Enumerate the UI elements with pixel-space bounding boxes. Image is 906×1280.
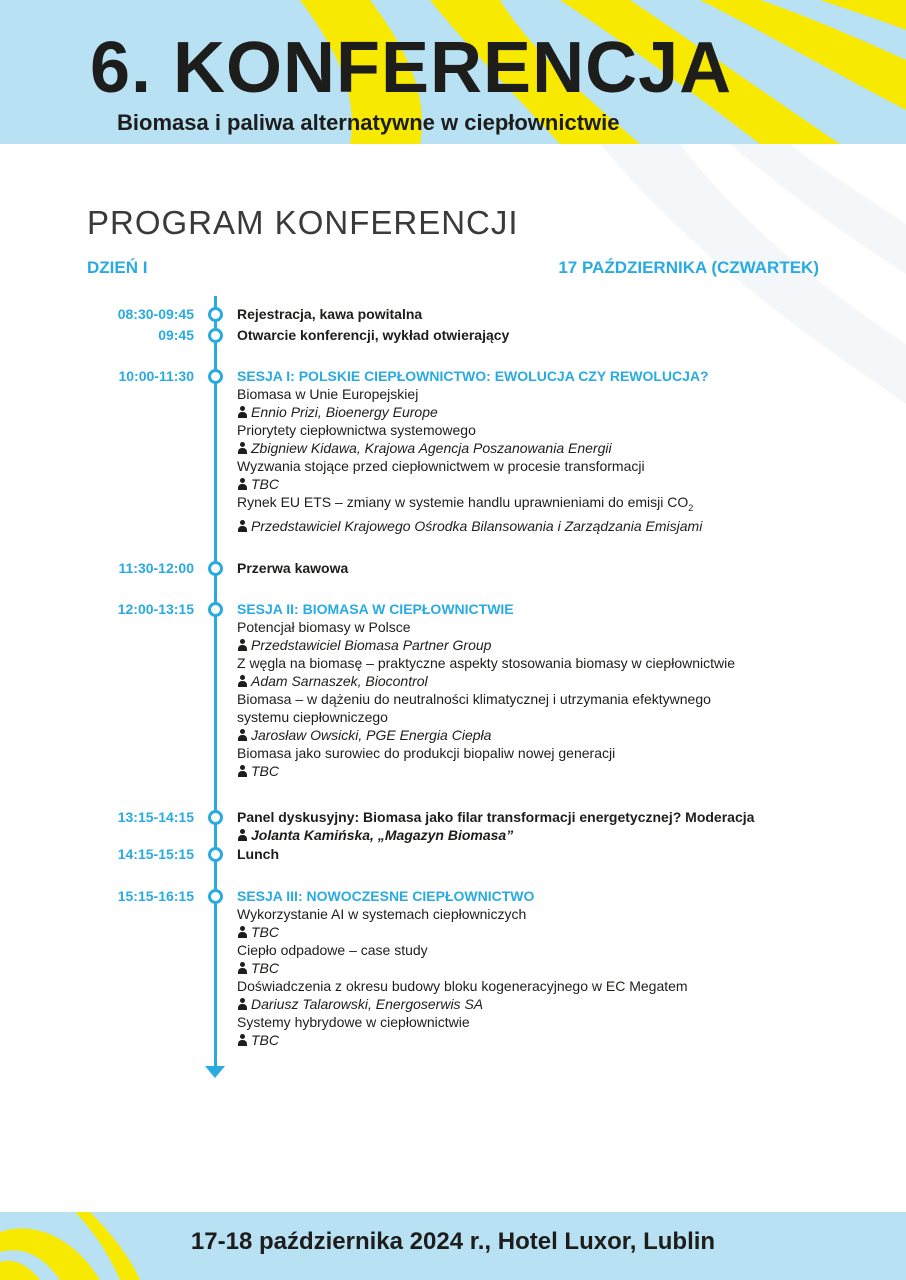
person-icon bbox=[237, 520, 248, 532]
talk-title: Ciepło odpadowe – case study bbox=[237, 942, 428, 958]
timeline-dot-icon bbox=[208, 561, 223, 576]
entry-time: 13:15-14:15 bbox=[117, 809, 194, 825]
footer-banner bbox=[0, 1212, 906, 1280]
person-icon bbox=[237, 406, 248, 418]
talk-title: Systemy hybrydowe w ciepłownictwie bbox=[237, 1014, 470, 1030]
timeline-arrow-icon bbox=[205, 1066, 225, 1078]
talk-title: Doświadczenia z okresu budowy bloku kogeneracyjnego w EC Megatem bbox=[237, 978, 688, 994]
person-icon bbox=[237, 765, 248, 777]
talk-speaker: TBC bbox=[237, 959, 837, 977]
talk-speaker: Dariusz Talarowski, Energoserwis SA bbox=[237, 995, 837, 1013]
session-title: SESJA I: POLSKIE CIEPŁOWNICTWO: EWOLUCJA CZY REWOLUCJA? bbox=[237, 368, 709, 384]
timeline-dot-icon bbox=[208, 889, 223, 904]
person-icon bbox=[237, 1034, 248, 1046]
entry-time: 08:30-09:45 bbox=[117, 306, 194, 322]
person-icon bbox=[237, 442, 248, 454]
entry-title: Przerwa kawowa bbox=[237, 560, 349, 576]
talk-speaker: TBC bbox=[237, 762, 837, 780]
talk-title: Priorytety ciepłownictwa systemowego bbox=[237, 422, 476, 438]
talk-speaker: TBC bbox=[237, 923, 837, 941]
talk-title: Wykorzystanie AI w systemach ciepłowniczych bbox=[237, 906, 527, 922]
talk-title: Biomasa jako surowiec do produkcji biopaliw nowej generacji bbox=[237, 745, 616, 761]
program-heading: PROGRAM KONFERENCJI bbox=[87, 204, 519, 241]
person-icon bbox=[237, 478, 248, 490]
timeline-dot-icon bbox=[208, 328, 223, 343]
talk-speaker: Zbigniew Kidawa, Krajowa Agencja Poszanowania Energii bbox=[237, 439, 837, 457]
talk-speaker: Przedstawiciel Biomasa Partner Group bbox=[237, 636, 837, 654]
header-banner bbox=[0, 0, 906, 144]
timeline-dot-icon bbox=[208, 307, 223, 322]
talk-speaker: TBC bbox=[237, 1031, 837, 1049]
talk-title: Rynek EU ETS – zmiany w systemie handlu uprawnieniami do emisji $CO_2$ bbox=[237, 494, 694, 513]
talk-speaker: Jolanta Kamińska, „Magazyn Biomasa” bbox=[237, 826, 837, 844]
timeline-dot-icon bbox=[208, 369, 223, 384]
person-icon bbox=[237, 962, 248, 974]
entry-title: Otwarcie konferencji, wykład otwierający bbox=[237, 327, 510, 343]
entry-title: Lunch bbox=[237, 846, 279, 862]
entry-time: 11:30-12:00 bbox=[118, 560, 194, 576]
session-title: SESJA III: NOWOCZESNE CIEPŁOWNICTWO bbox=[237, 888, 535, 904]
talk-title: Z węgla na biomasę – praktyczne aspekty stosowania biomasy w ciepłownictwie bbox=[237, 655, 736, 671]
timeline-dot-icon bbox=[208, 847, 223, 862]
entry-time: 12:00-13:15 bbox=[117, 601, 194, 617]
talk-title: Wyzwania stojące przed ciepłownictwem w procesie transformacji bbox=[237, 458, 645, 474]
timeline-dot-icon bbox=[208, 602, 223, 617]
person-icon bbox=[237, 729, 248, 741]
date-label: 17 PAŹDZIERNIKA (CZWARTEK) bbox=[558, 258, 819, 277]
person-icon bbox=[237, 675, 248, 687]
person-icon bbox=[237, 829, 248, 841]
timeline-dot-icon bbox=[208, 810, 223, 825]
entry-title: Panel dyskusyjny: Biomasa jako filar transformacji energetycznej? Moderacja bbox=[237, 809, 755, 825]
person-icon bbox=[237, 926, 248, 938]
conference-subtitle: Biomasa i paliwa alternatywne w ciepłownictwie bbox=[117, 110, 620, 135]
timeline-line bbox=[214, 296, 217, 1068]
entry-title: Rejestracja, kawa powitalna bbox=[237, 306, 423, 322]
entry-time: 10:00-11:30 bbox=[118, 368, 194, 384]
talk-title-continued: systemu ciepłowniczego bbox=[237, 709, 388, 725]
talk-title: Potencjał biomasy w Polsce bbox=[237, 619, 411, 635]
talk-speaker: Jarosław Owsicki, PGE Energia Ciepła bbox=[237, 726, 837, 744]
session-title: SESJA II: BIOMASA W CIEPŁOWNICTWIE bbox=[237, 601, 514, 617]
talk-speaker: Przedstawiciel Krajowego Ośrodka Bilansowania i Zarządzania Emisjami bbox=[237, 517, 837, 535]
talk-title: Biomasa – w dążeniu do neutralności klimatycznej i utrzymania efektywnego bbox=[237, 691, 711, 707]
entry-time: 14:15-15:15 bbox=[117, 846, 194, 862]
conference-title: 6. KONFERENCJA bbox=[90, 28, 733, 108]
talk-speaker: Ennio Prizi, Bioenergy Europe bbox=[237, 403, 837, 421]
entry-time: 15:15-16:15 bbox=[117, 888, 194, 904]
talk-speaker: TBC bbox=[237, 475, 837, 493]
day-label: DZIEŃ I bbox=[87, 258, 148, 277]
entry-time: 09:45 bbox=[158, 327, 194, 343]
event-location-date: 17-18 października 2024 r., Hotel Luxor, Lublin bbox=[190, 1228, 716, 1255]
talk-title: Biomasa w Unie Europejskiej bbox=[237, 386, 419, 402]
talk-speaker: Adam Sarnaszek, Biocontrol bbox=[237, 672, 837, 690]
person-icon bbox=[237, 998, 248, 1010]
person-icon bbox=[237, 639, 248, 651]
